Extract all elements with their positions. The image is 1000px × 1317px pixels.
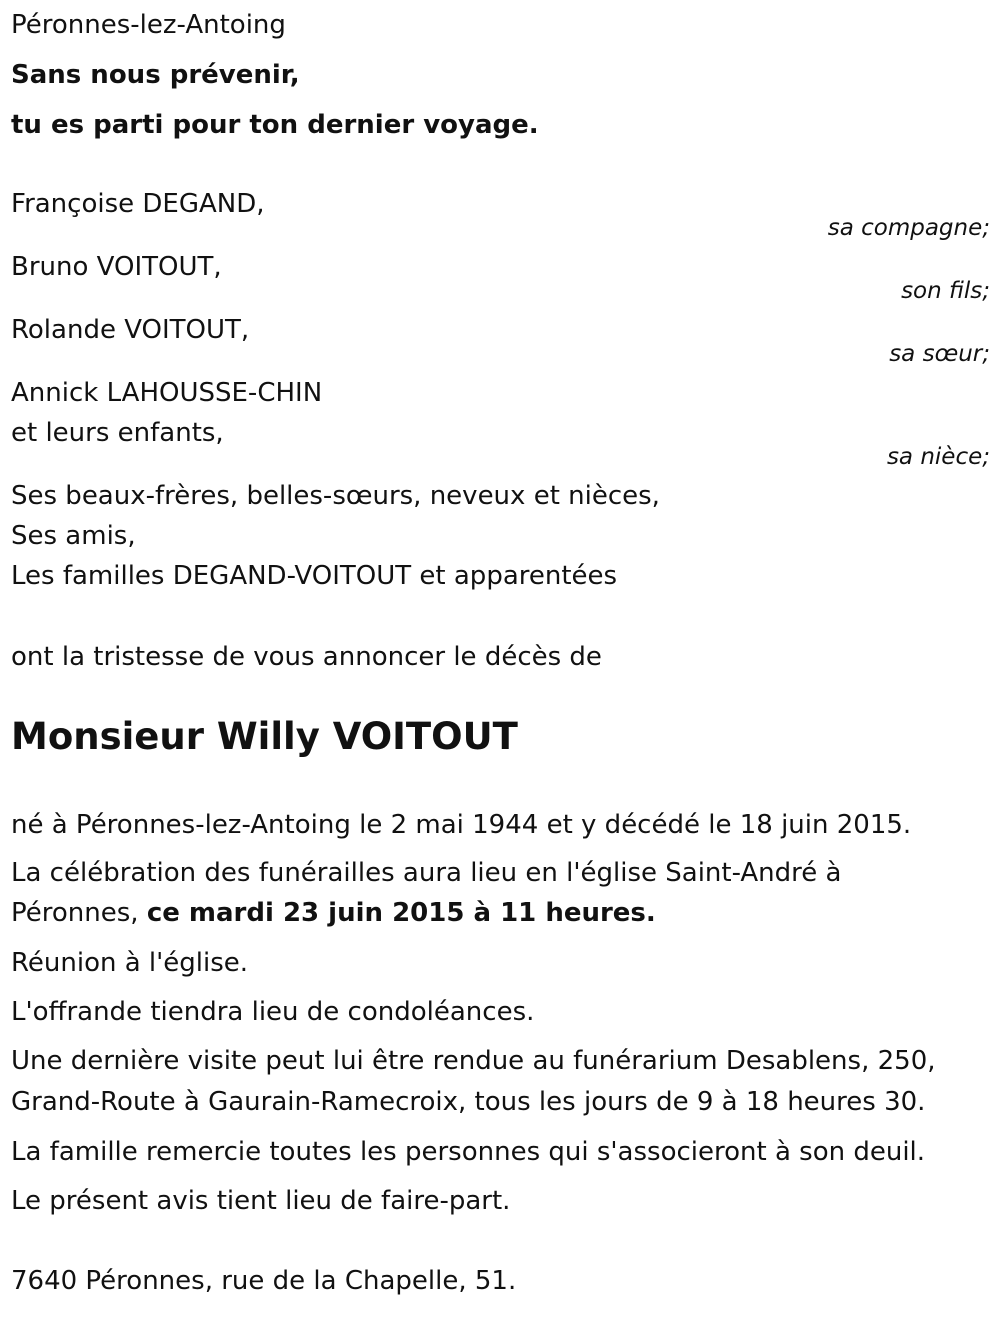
others-line-1: Ses beaux-frères, belles-sœurs, neveux et nièces,	[11, 481, 660, 511]
mourner-relation-4: sa nièce;	[886, 444, 990, 470]
reunion: Réunion à l'église.	[11, 948, 249, 978]
address: 7640 Péronnes, rue de la Chapelle, 51.	[11, 1266, 517, 1296]
mourner-name-3: Rolande VOITOUT,	[11, 315, 250, 345]
announcement: ont la tristesse de vous annoncer le décès de	[11, 642, 602, 672]
verse-line-1: Sans nous prévenir,	[11, 60, 300, 90]
mourner-name-2: Bruno VOITOUT,	[11, 252, 222, 282]
offering: L'offrande tiendra lieu de condoléances.	[11, 997, 535, 1027]
place-heading: Péronnes-lez-Antoing	[11, 10, 286, 40]
deceased-name: Monsieur Willy VOITOUT	[11, 715, 518, 758]
birth-death: né à Péronnes-lez-Antoing le 2 mai 1944 et y décédé le 18 juin 2015.	[11, 810, 912, 840]
mourner-name-1: Françoise DEGAND,	[11, 189, 265, 219]
others-line-3: Les familles DEGAND-VOITOUT et apparentées	[11, 561, 618, 591]
notice: Le présent avis tient lieu de faire-part.	[11, 1186, 511, 1216]
visit-line-1: Une dernière visite peut lui être rendue au funérarium Desablens, 250,	[11, 1046, 936, 1076]
verse-line-2: tu es parti pour ton dernier voyage.	[11, 110, 539, 140]
mourner-relation-2: son fils;	[901, 278, 990, 304]
mourner-name-4-line-2: et leurs enfants,	[11, 418, 224, 448]
visit-line-2: Grand-Route à Gaurain-Ramecroix, tous les jours de 9 à 18 heures 30.	[11, 1087, 926, 1117]
others-line-2: Ses amis,	[11, 521, 136, 551]
mourner-relation-3: sa sœur;	[889, 341, 990, 367]
mourner-name-4: Annick LAHOUSSE-CHIN	[11, 378, 323, 408]
thanks: La famille remercie toutes les personnes qui s'associeront à son deuil.	[11, 1137, 926, 1167]
funeral-place: Péronnes,	[11, 898, 147, 928]
funeral-date: ce mardi 23 juin 2015 à 11 heures.	[146, 898, 656, 928]
funeral-line-1: La célébration des funérailles aura lieu en l'église Saint-André à	[11, 858, 842, 888]
funeral-line-2	[11, 897, 656, 929]
mourner-relation-1: sa compagne;	[827, 215, 990, 241]
